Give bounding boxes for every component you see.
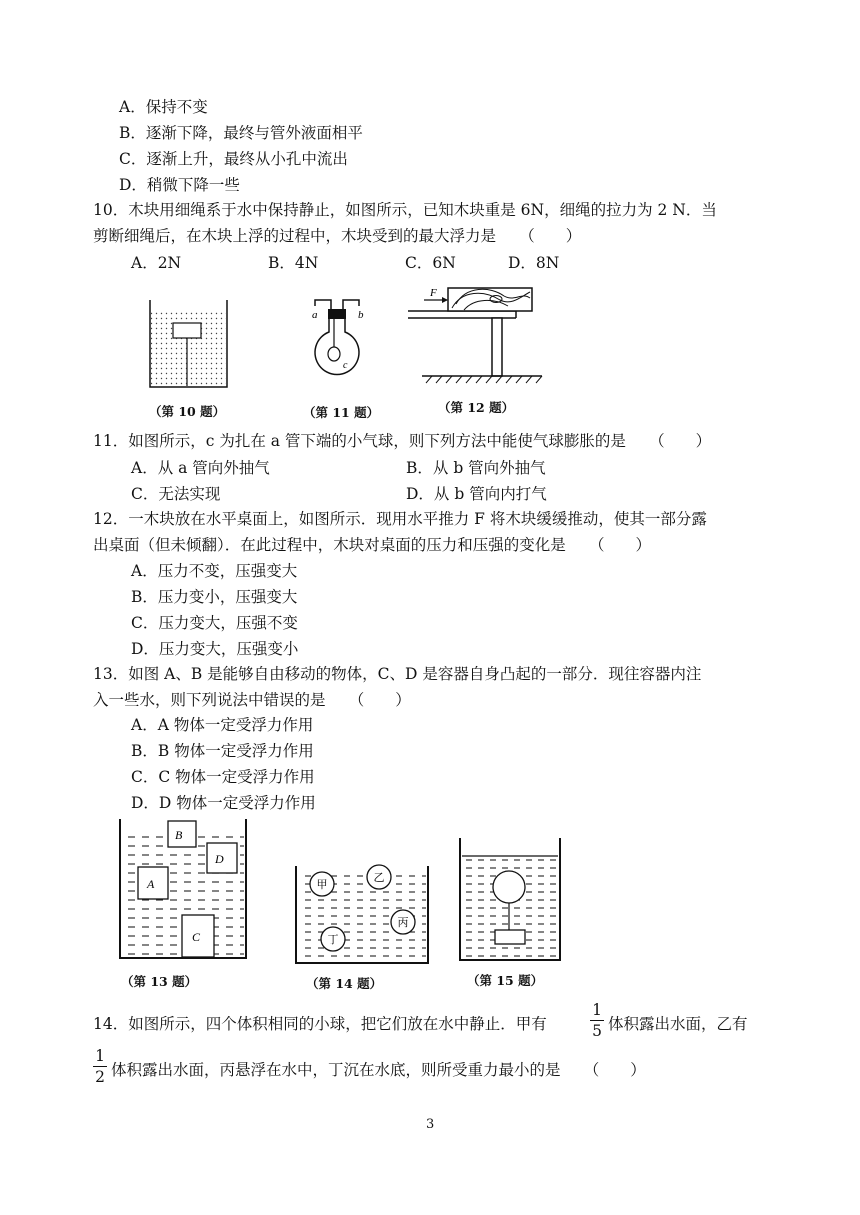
q9-option-a: A．保持不变 (119, 98, 208, 116)
q14-stem-part2: 体积露出水面，乙有 (608, 1015, 748, 1033)
label-13-a: A (147, 877, 155, 891)
label-14-ding: 丁 (327, 933, 339, 946)
fraction-denominator: 5 (592, 1022, 602, 1040)
caption-q15: （第 15 题） (467, 973, 544, 988)
figure-14 (290, 848, 435, 968)
caption-q11: （第 11 题） (303, 405, 380, 420)
fraction-numerator: 1 (95, 1047, 105, 1065)
q11-option-d: D．从 b 管向内打气 (406, 485, 547, 503)
q13-option-d: D．D 物体一定受浮力作用 (131, 794, 316, 812)
q12-stem-line1: 12．一木块放在水平桌面上，如图所示．现用水平推力 F 将木块缓缓推动，使其一部分露 (93, 510, 707, 528)
q11-option-c: C．无法实现 (131, 485, 221, 503)
label-13-c: C (192, 930, 201, 944)
q10-option-d: D．8N (508, 254, 560, 272)
q10-stem-line1: 10．木块用细绳系于水中保持静止，如图所示，已知木块重是 6N，细绳的拉力为 2 N．当 (93, 201, 717, 219)
q9-option-d: D．稍微下降一些 (119, 176, 240, 194)
q12-option-b: B．压力变小，压强变大 (131, 588, 298, 606)
figure-15 (452, 832, 567, 967)
q13-stem-line1: 13．如图 A、B 是能够自由移动的物体，C、D 是容器自身凸起的一部分．现往容器内注 (93, 665, 702, 683)
q13-option-a: A．A 物体一定受浮力作用 (131, 716, 314, 734)
label-F: F (430, 287, 437, 299)
q10-option-c: C．6N (405, 254, 456, 272)
figure-13 (112, 815, 262, 965)
figure-12 (404, 280, 549, 385)
q9-option-b: B．逐渐下降，最终与管外液面相平 (119, 124, 363, 142)
label-14-jia: 甲 (316, 878, 328, 891)
q10-option-a: A．2N (131, 254, 182, 272)
figure-10 (140, 292, 240, 392)
caption-q12: （第 12 题） (438, 400, 515, 415)
q10-stem-line2: 剪断细绳后，在木块上浮的过程中，木块受到的最大浮力是 （ ） (93, 227, 582, 245)
label-14-bing: 丙 (397, 916, 409, 929)
caption-q13: （第 13 题） (121, 974, 198, 989)
q13-option-c: C．C 物体一定受浮力作用 (131, 768, 315, 786)
q11-option-b: B．从 b 管向外抽气 (406, 459, 546, 477)
label-c: c (343, 360, 348, 371)
q12-option-d: D．压力变大，压强变小 (131, 640, 299, 658)
fraction-denominator: 2 (95, 1068, 105, 1086)
label-13-d: D (215, 852, 224, 866)
q11-option-a: A．从 a 管向外抽气 (131, 459, 270, 477)
q12-option-a: A．压力不变，压强变大 (131, 562, 298, 580)
q10-option-b: B．4N (268, 254, 319, 272)
q11-stem: 11．如图所示，c 为扎在 a 管下端的小气球，则下列方法中能使气球膨胀的是 （ ） (93, 432, 712, 450)
page-number: 3 (426, 1117, 435, 1132)
label-14-yi: 乙 (373, 871, 385, 884)
q14-stem-part3: 体积露出水面，丙悬浮在水中，丁沉在水底，则所受重力最小的是 （ ） (111, 1061, 646, 1079)
q14-fraction-1-2 (93, 1047, 107, 1086)
q14-stem-part1: 14．如图所示，四个体积相同的小球，把它们放在水中静止．甲有 (93, 1015, 547, 1033)
q14-fraction-1-5 (590, 1001, 604, 1040)
q13-option-b: B．B 物体一定受浮力作用 (131, 742, 314, 760)
figure-11 (303, 290, 373, 395)
label-a: a (312, 309, 318, 321)
q12-option-c: C．压力变大，压强不变 (131, 614, 298, 632)
q12-stem-line2: 出桌面（但未倾翻）．在此过程中，木块对桌面的压力和压强的变化是 （ ） (93, 536, 652, 554)
q13-stem-line2: 入一些水，则下列说法中错误的是 （ ） (93, 691, 411, 709)
fraction-numerator: 1 (592, 1001, 602, 1019)
label-b: b (358, 309, 364, 321)
q9-option-c: C．逐渐上升，最终从小孔中流出 (119, 150, 348, 168)
caption-q10: （第 10 题） (149, 404, 226, 419)
caption-q14: （第 14 题） (306, 976, 383, 991)
label-13-b: B (175, 828, 183, 842)
